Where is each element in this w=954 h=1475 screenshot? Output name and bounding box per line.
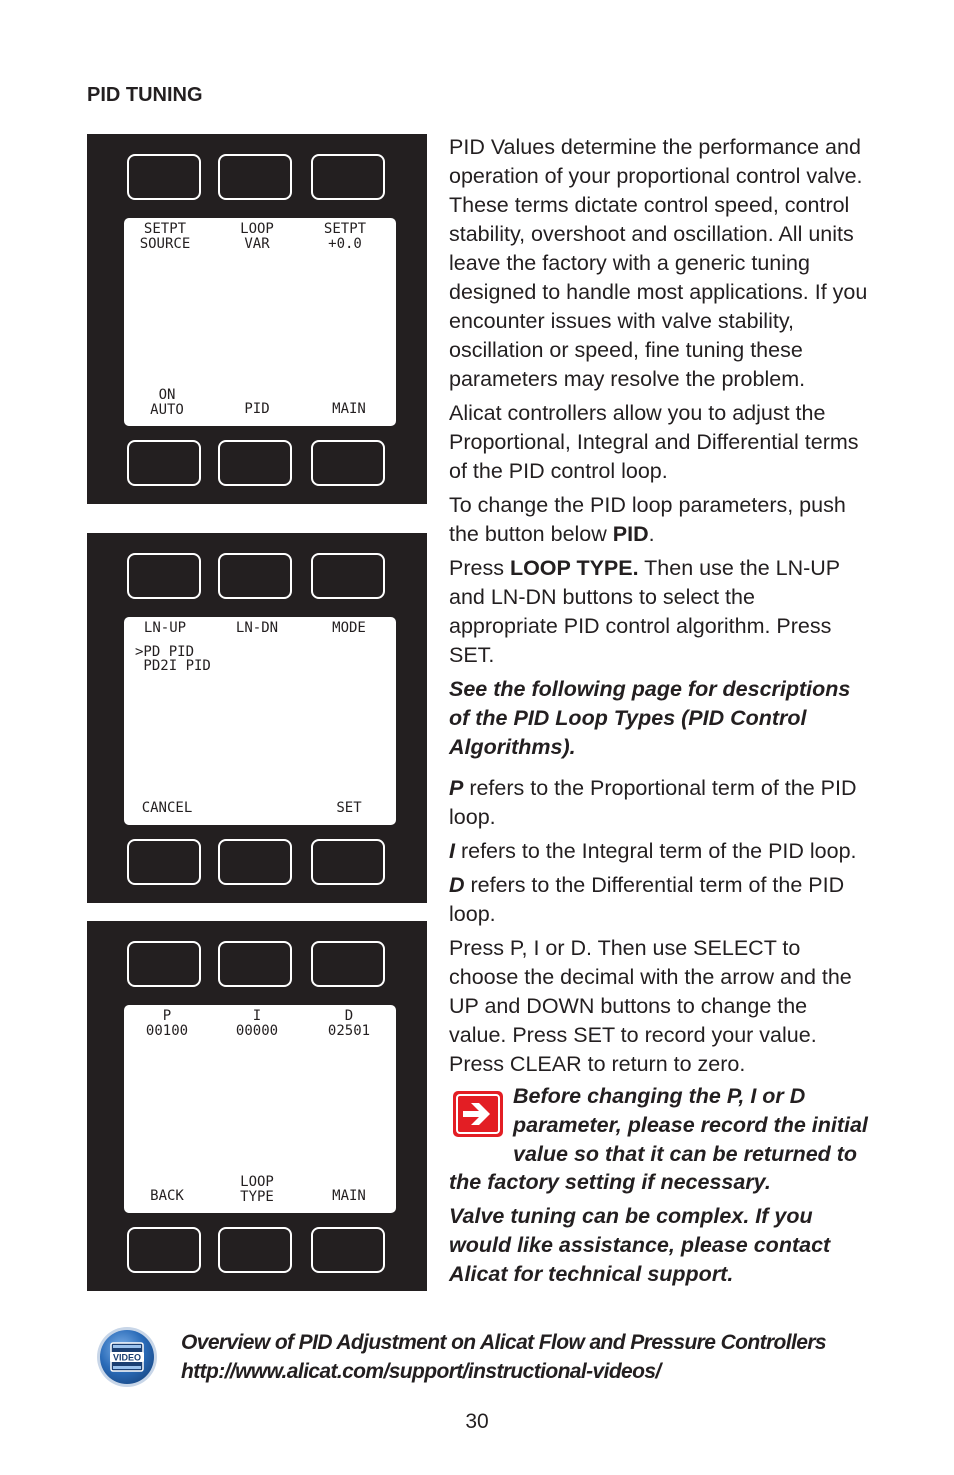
loop-type-option-pd-pid: >PD PID — [135, 644, 195, 660]
pid-button[interactable] — [218, 440, 292, 486]
display-panel-pid-values — [87, 921, 427, 1291]
i-value: I 00000 — [235, 1008, 279, 1039]
section-heading: PID TUNING — [87, 84, 203, 106]
main-label: MAIN — [332, 401, 366, 417]
right-arrow-icon — [453, 1091, 503, 1137]
d-button[interactable] — [311, 941, 385, 987]
set-button[interactable] — [311, 839, 385, 885]
setpoint-value-label: SETPT +0.0 — [323, 221, 367, 252]
note-before-changing-end: the factory setting if necessary. — [449, 1170, 771, 1194]
note-before-changing: Before changing the P, I or D parameter, please record the initial value so that it can be returned to — [513, 1084, 868, 1166]
loop-type-label: LOOP TYPE — [240, 1174, 274, 1205]
i-button[interactable] — [218, 941, 292, 987]
paragraph-p-term: P refers to the Proportional term of the PID loop. — [449, 776, 857, 829]
cancel-label: CANCEL — [141, 800, 193, 816]
paragraph-loop-type: Press LOOP TYPE. Then use the LN-UP and LN-DN buttons to select the appropriate PID control algorithm. Press SET. — [449, 556, 840, 667]
top-center-button[interactable] — [218, 154, 292, 200]
video-link[interactable] — [181, 1328, 826, 1386]
ln-dn-button[interactable] — [218, 553, 292, 599]
mode-button[interactable] — [311, 553, 385, 599]
back-button[interactable] — [127, 1227, 201, 1273]
set-label: SET — [336, 800, 362, 816]
ln-up-button[interactable] — [127, 553, 201, 599]
lcd-screen — [124, 218, 396, 426]
note-valve-tuning: Valve tuning can be complex. If you would like assistance, please contact Alicat for technical support. — [449, 1204, 831, 1286]
lcd-screen — [124, 617, 396, 825]
body-text — [449, 133, 869, 1079]
video-url[interactable]: http://www.alicat.com/support/instructional-videos/ — [181, 1360, 661, 1383]
video-icon[interactable] — [96, 1326, 158, 1388]
mode-label: MODE — [332, 620, 366, 636]
main-button[interactable] — [311, 1227, 385, 1273]
p-value: P 00100 — [145, 1008, 189, 1039]
paragraph-change-pid: To change the PID loop parameters, push the button below PID. — [449, 493, 846, 546]
cancel-button[interactable] — [127, 839, 201, 885]
setpt-source-label: SETPT SOURCE — [139, 221, 191, 252]
lcd-screen — [124, 1005, 396, 1213]
back-label: BACK — [150, 1188, 184, 1204]
bottom-right-button[interactable] — [311, 440, 385, 486]
bottom-left-button[interactable] — [127, 440, 201, 486]
main-label: MAIN — [332, 1188, 366, 1204]
svg-text:VIDEO: VIDEO — [112, 1352, 142, 1363]
top-left-button[interactable] — [127, 154, 201, 200]
ln-dn-label: LN-DN — [235, 620, 279, 636]
bottom-center-button[interactable] — [218, 839, 292, 885]
top-right-button[interactable] — [311, 154, 385, 200]
paragraph-press-pid: Press P, I or D. Then use SELECT to choose the decimal with the arrow and the UP and DOWN buttons to change the value. Press SET to record your value. Press CLEAR to return to zero. — [449, 936, 852, 1076]
d-value: D 02501 — [327, 1008, 371, 1039]
loop-type-button[interactable] — [218, 1227, 292, 1273]
paragraph-i-term: I refers to the Integral term of the PID loop. — [449, 839, 857, 863]
paragraph-see-following: See the following page for descriptions of the PID Loop Types (PID Control Algorithms). — [449, 677, 851, 759]
ln-up-label: LN-UP — [143, 620, 187, 636]
pid-label: PID — [244, 401, 270, 417]
p-button[interactable] — [127, 941, 201, 987]
paragraph-alicat-adjust: Alicat controllers allow you to adjust the Proportional, Integral and Differential terms of the PID control loop. — [449, 401, 859, 483]
loop-var-label: LOOP VAR — [240, 221, 274, 252]
paragraph-d-term: D refers to the Differential term of the PID loop. — [449, 873, 845, 926]
on-auto-label: ON AUTO — [150, 387, 184, 418]
display-panel-loop-type — [87, 533, 427, 903]
display-panel-main — [87, 134, 427, 504]
loop-type-option-pd2i-pid: PD2I PID — [135, 658, 211, 674]
page-number: 30 — [465, 1410, 489, 1433]
paragraph-pid-intro: PID Values determine the performance and operation of your proportional control valve. These terms dictate control speed, control stability, overshoot and oscillation. All units leave the factory with a generic tuning designed to handle most applications. If you encounter issues with valve stability, oscillation or speed, fine tuning these parameters may resolve the problem. — [449, 135, 868, 391]
video-title: Overview of PID Adjustment on Alicat Flow and Pressure Controllers — [181, 1331, 826, 1354]
